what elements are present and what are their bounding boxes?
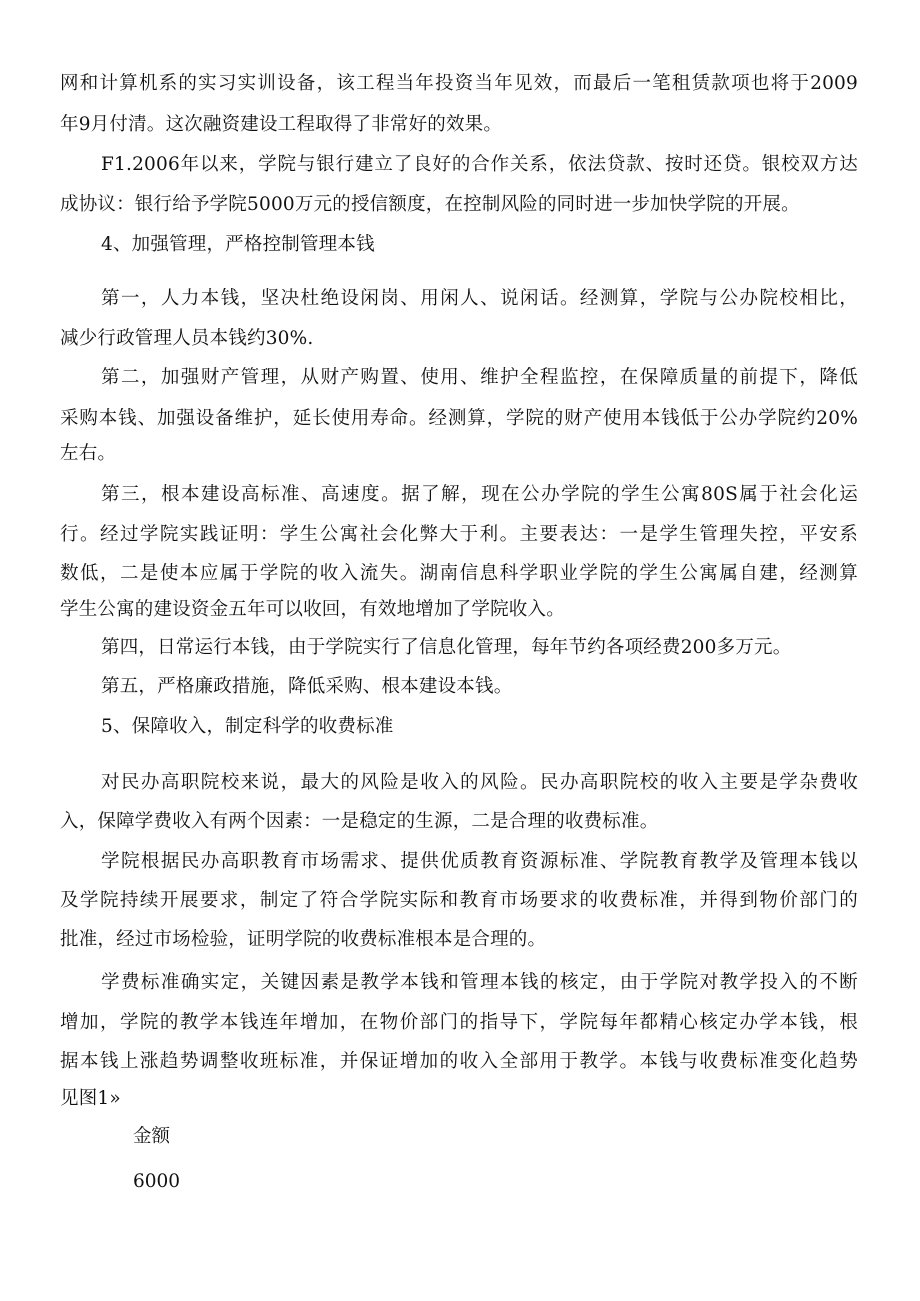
text-line: 学生公寓的建设资金五年可以收回，有效地增加了学院收入。 [60, 599, 565, 620]
text-line: 第二，加强财产管理，从财产购置、使用、维护全程监控，在保障质量的前提下，降低 [101, 367, 858, 388]
text-line: F1.2006年以来，学院与银行建立了良好的合作关系，依法贷款、按时还贷。银校双方达 [101, 154, 858, 175]
text-line: 增加，学院的教学本钱连年增加，在物价部门的指导下，学院每年都精心核定办学本钱，根 [60, 1012, 858, 1033]
text-line: 对民办高职院校来说，最大的风险是收入的风险。民办高职院校的收入主要是学杂费收 [101, 772, 858, 793]
text-line: 左右。 [60, 443, 117, 464]
text-line: 年9月付清。这次融资建设工程取得了非常好的效果。 [60, 114, 503, 135]
section-heading: 4、加强管理，严格控制管理本钱 [101, 234, 375, 255]
text-line: 学院根据民办高职教育市场需求、提供优质教育资源标准、学院教育教学及管理本钱以 [101, 851, 858, 872]
chart-axis-value: 6000 [133, 1171, 181, 1192]
text-line: 第四，日常运行本钱，由于学院实行了信息化管理，每年节约各项经费200多万元。 [101, 637, 792, 658]
text-line: 见图1» [60, 1088, 121, 1109]
text-line: 第五，严格廉政措施，降低采购、根本建设本钱。 [101, 676, 513, 697]
text-line: 减少行政管理人员本钱约30%. [60, 328, 314, 349]
text-line: 第三，根本建设高标准、高速度。据了解，现在公办学院的学生公寓80S属于社会化运 [101, 484, 858, 505]
text-line: 及学院持续开展要求，制定了符合学院实际和教育市场要求的收费标准，并得到物价部门的 [60, 890, 858, 911]
text-line: 数低，二是使本应属于学院的收入流失。湖南信息科学职业学院的学生公寓属自建，经测算 [60, 563, 858, 584]
text-line: 批准，经过市场检验，证明学院的收费标准根本是合理的。 [60, 929, 547, 950]
text-line: 学费标准确实定，关键因素是教学本钱和管理本钱的核定，由于学院对教学投入的不断 [101, 972, 858, 993]
text-line: 采购本钱、加强设备维护，延长使用寿命。经测算，学院的财产使用本钱低于公办学院约20% [60, 408, 858, 429]
section-heading: 5、保障收入，制定科学的收费标准 [101, 716, 394, 737]
text-line: 行。经过学院实践证明：学生公寓社会化弊大于利。主要表达：一是学生管理失控，平安系 [60, 524, 858, 545]
text-line: 第一，人力本钱，坚决杜绝设闲岗、用闲人、说闲话。经测算，学院与公办院校相比， [101, 288, 858, 309]
chart-axis-label: 金额 [133, 1126, 171, 1147]
text-line: 据本钱上涨趋势调整收班标准，并保证增加的收入全部用于教学。本钱与收费标准变化趋势 [60, 1051, 858, 1072]
text-line: 入，保障学费收入有两个因素：一是稳定的生源，二是合理的收费标准。 [60, 811, 659, 832]
text-line: 网和计算机系的实习实训设备，该工程当年投资当年见效，而最后一笔租赁款项也将于2009 [60, 73, 858, 94]
text-line: 成协议：银行给予学院5000万元的授信额度，在控制风险的同时进一步加快学院的开展。 [60, 194, 800, 215]
